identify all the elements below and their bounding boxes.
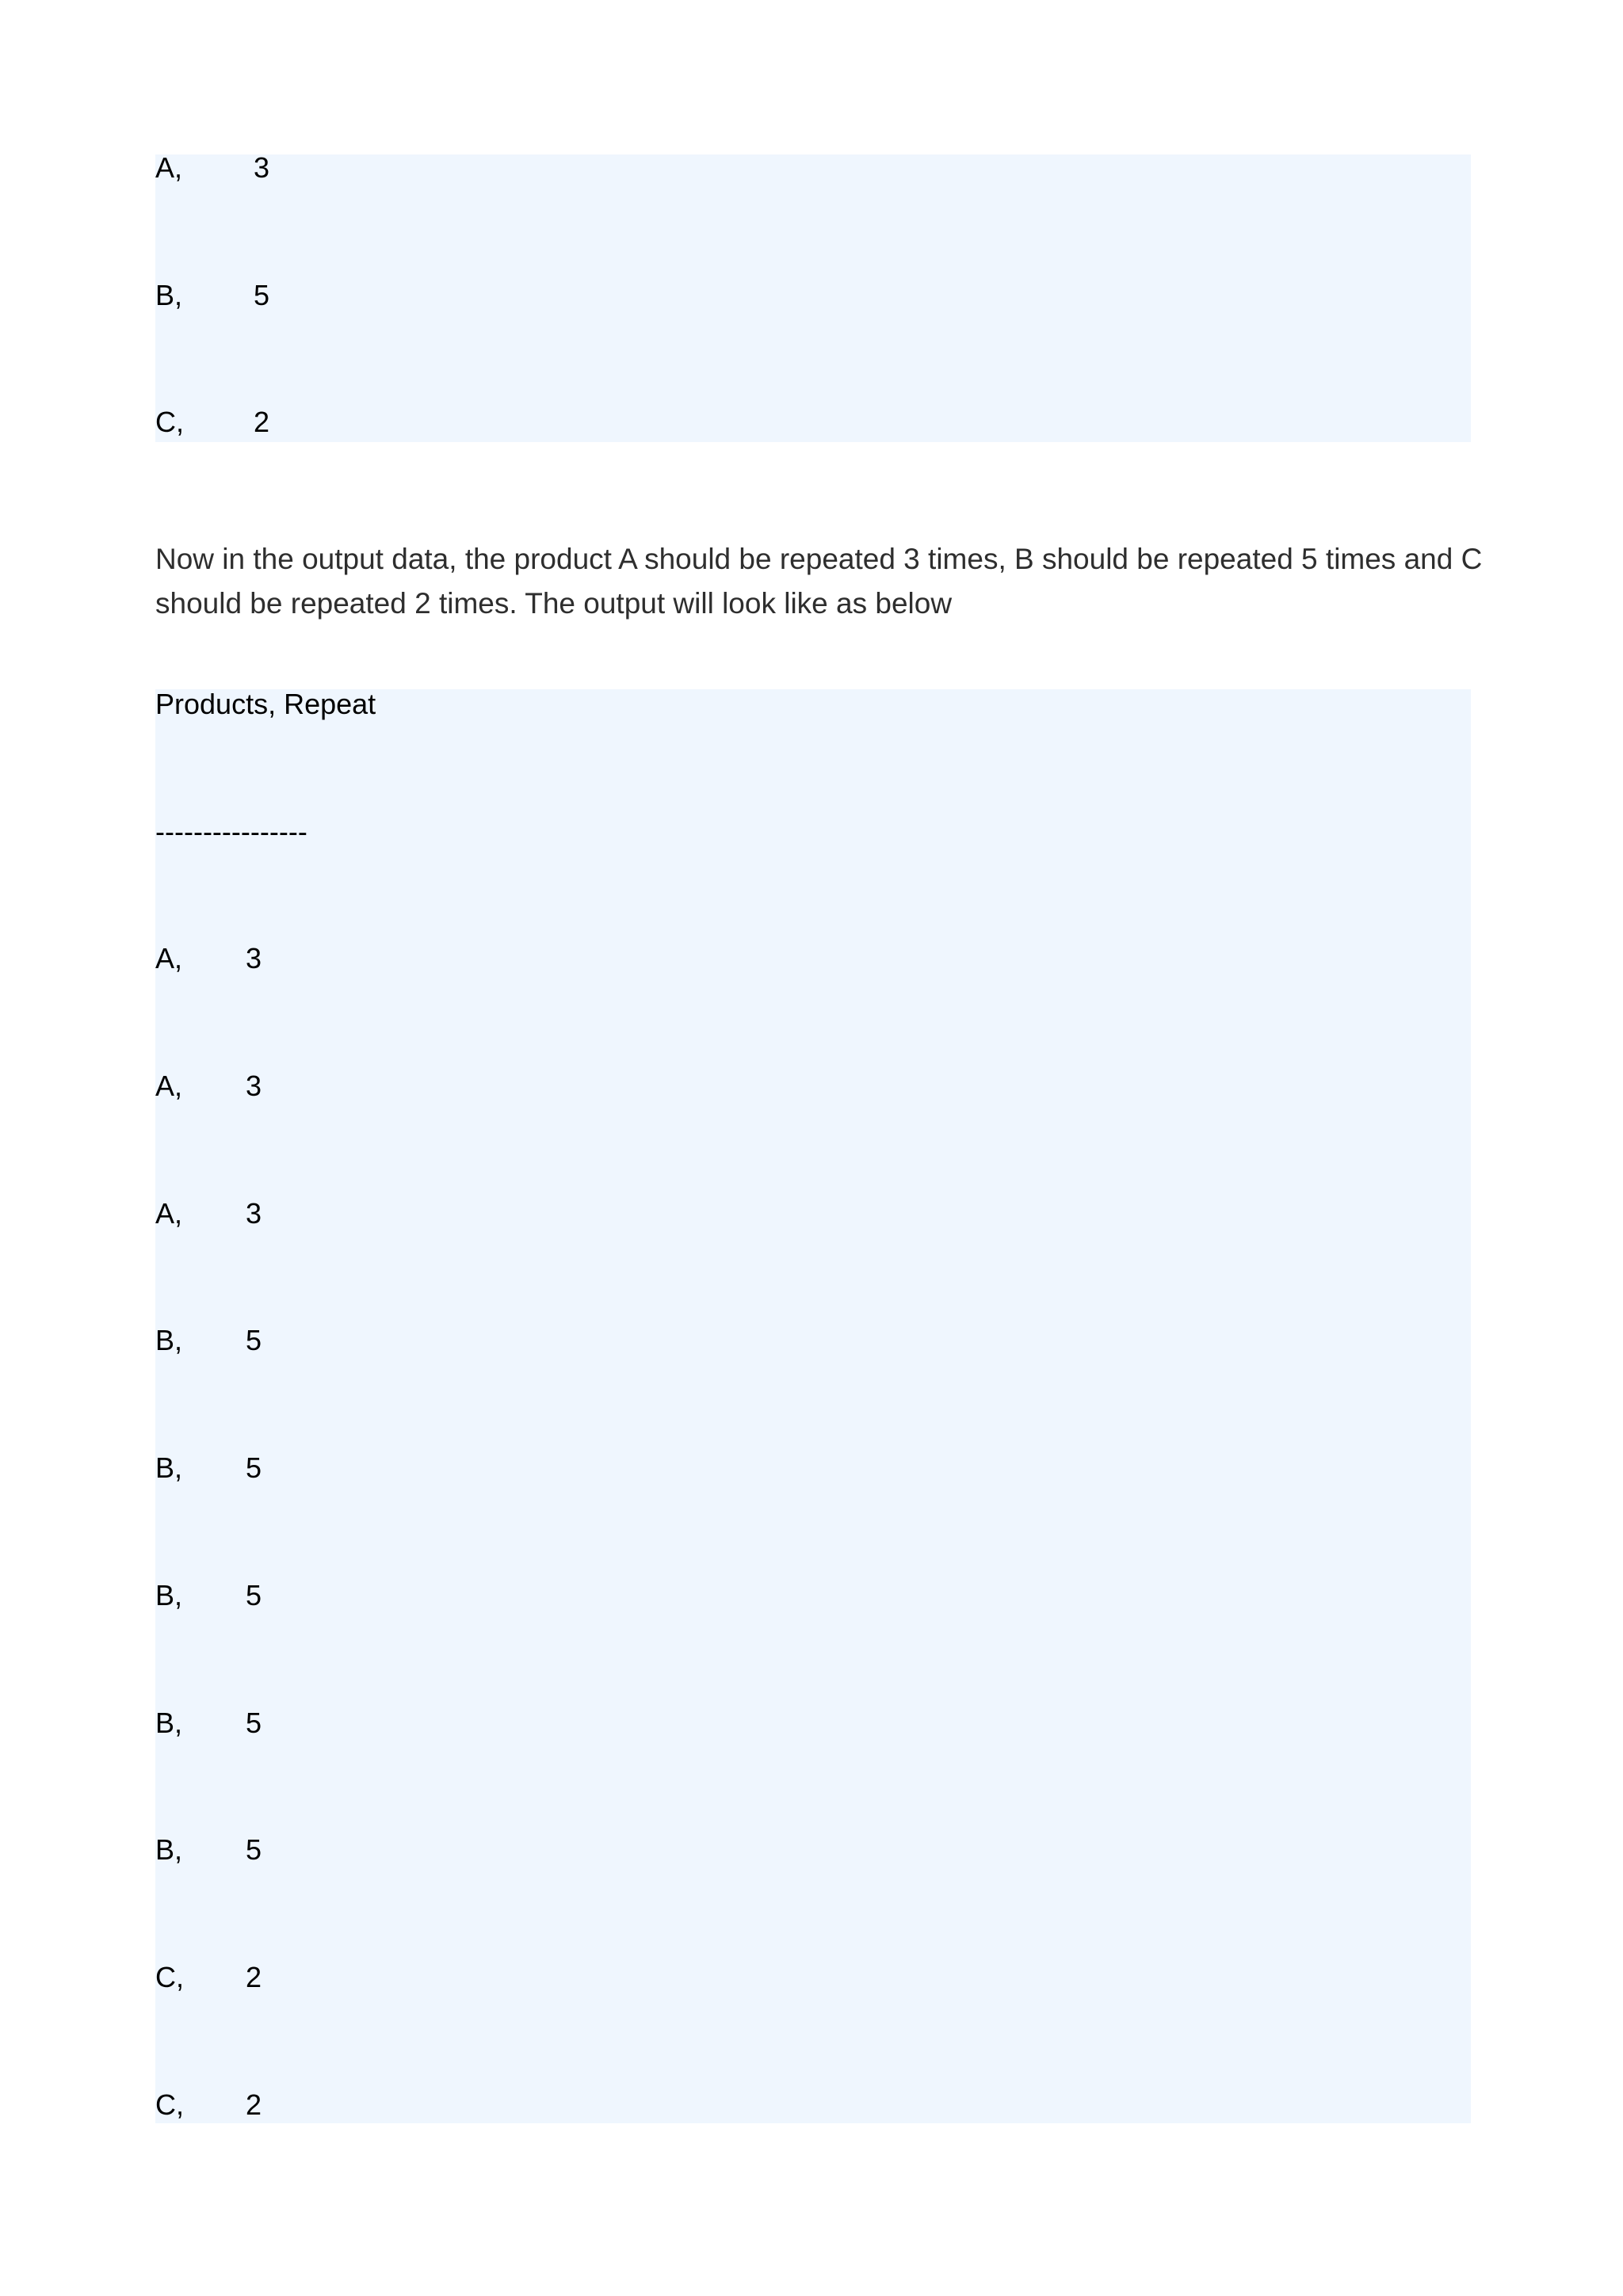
product-name: C, xyxy=(155,2088,184,2121)
header-text: Products, Repeat xyxy=(155,688,376,720)
code-line xyxy=(155,1830,262,1870)
product-name: A, xyxy=(155,151,183,184)
product-name: B, xyxy=(155,1833,183,1866)
code-separator-line xyxy=(155,812,307,852)
code-line xyxy=(155,2085,262,2125)
repeat-count: 5 xyxy=(246,1707,262,1739)
explanation-paragraph: Now in the output data, the product A should be repeated 3 times, B should be repeated 5 times and C should be repeated 2 times. The output will look like as below xyxy=(155,543,1483,620)
product-name: C, xyxy=(155,406,184,438)
repeat-count: 3 xyxy=(246,1070,262,1102)
repeat-count: 2 xyxy=(246,2088,262,2121)
code-line xyxy=(155,402,270,442)
product-name: A, xyxy=(155,942,183,974)
repeat-count: 5 xyxy=(246,1579,262,1611)
product-name: B, xyxy=(155,1451,183,1484)
repeat-count: 3 xyxy=(254,151,270,184)
code-line xyxy=(155,1576,262,1615)
code-line xyxy=(155,1958,262,1997)
repeat-count: 5 xyxy=(246,1833,262,1866)
code-line xyxy=(155,1321,262,1360)
repeat-count: 3 xyxy=(246,1197,262,1230)
product-name: A, xyxy=(155,1070,183,1102)
input-code-block xyxy=(155,151,1471,442)
repeat-count: 2 xyxy=(254,406,270,438)
output-code-block xyxy=(155,689,1471,2123)
product-name: B, xyxy=(155,1324,183,1356)
product-name: B, xyxy=(155,279,183,311)
product-name: A, xyxy=(155,1197,183,1230)
code-line xyxy=(155,1194,262,1234)
product-name: B, xyxy=(155,1579,183,1611)
code-line xyxy=(155,1448,262,1488)
code-header-line xyxy=(155,685,376,724)
code-line xyxy=(155,148,270,188)
code-line xyxy=(155,276,270,315)
code-line xyxy=(155,939,262,978)
code-line xyxy=(155,1703,262,1743)
product-name: C, xyxy=(155,1961,184,1993)
separator-text: ---------------- xyxy=(155,815,307,848)
repeat-count: 5 xyxy=(246,1324,262,1356)
product-name: B, xyxy=(155,1707,183,1739)
repeat-count: 5 xyxy=(246,1451,262,1484)
repeat-count: 2 xyxy=(246,1961,262,1993)
repeat-count: 3 xyxy=(246,942,262,974)
repeat-count: 5 xyxy=(254,279,270,311)
code-line xyxy=(155,1066,262,1106)
